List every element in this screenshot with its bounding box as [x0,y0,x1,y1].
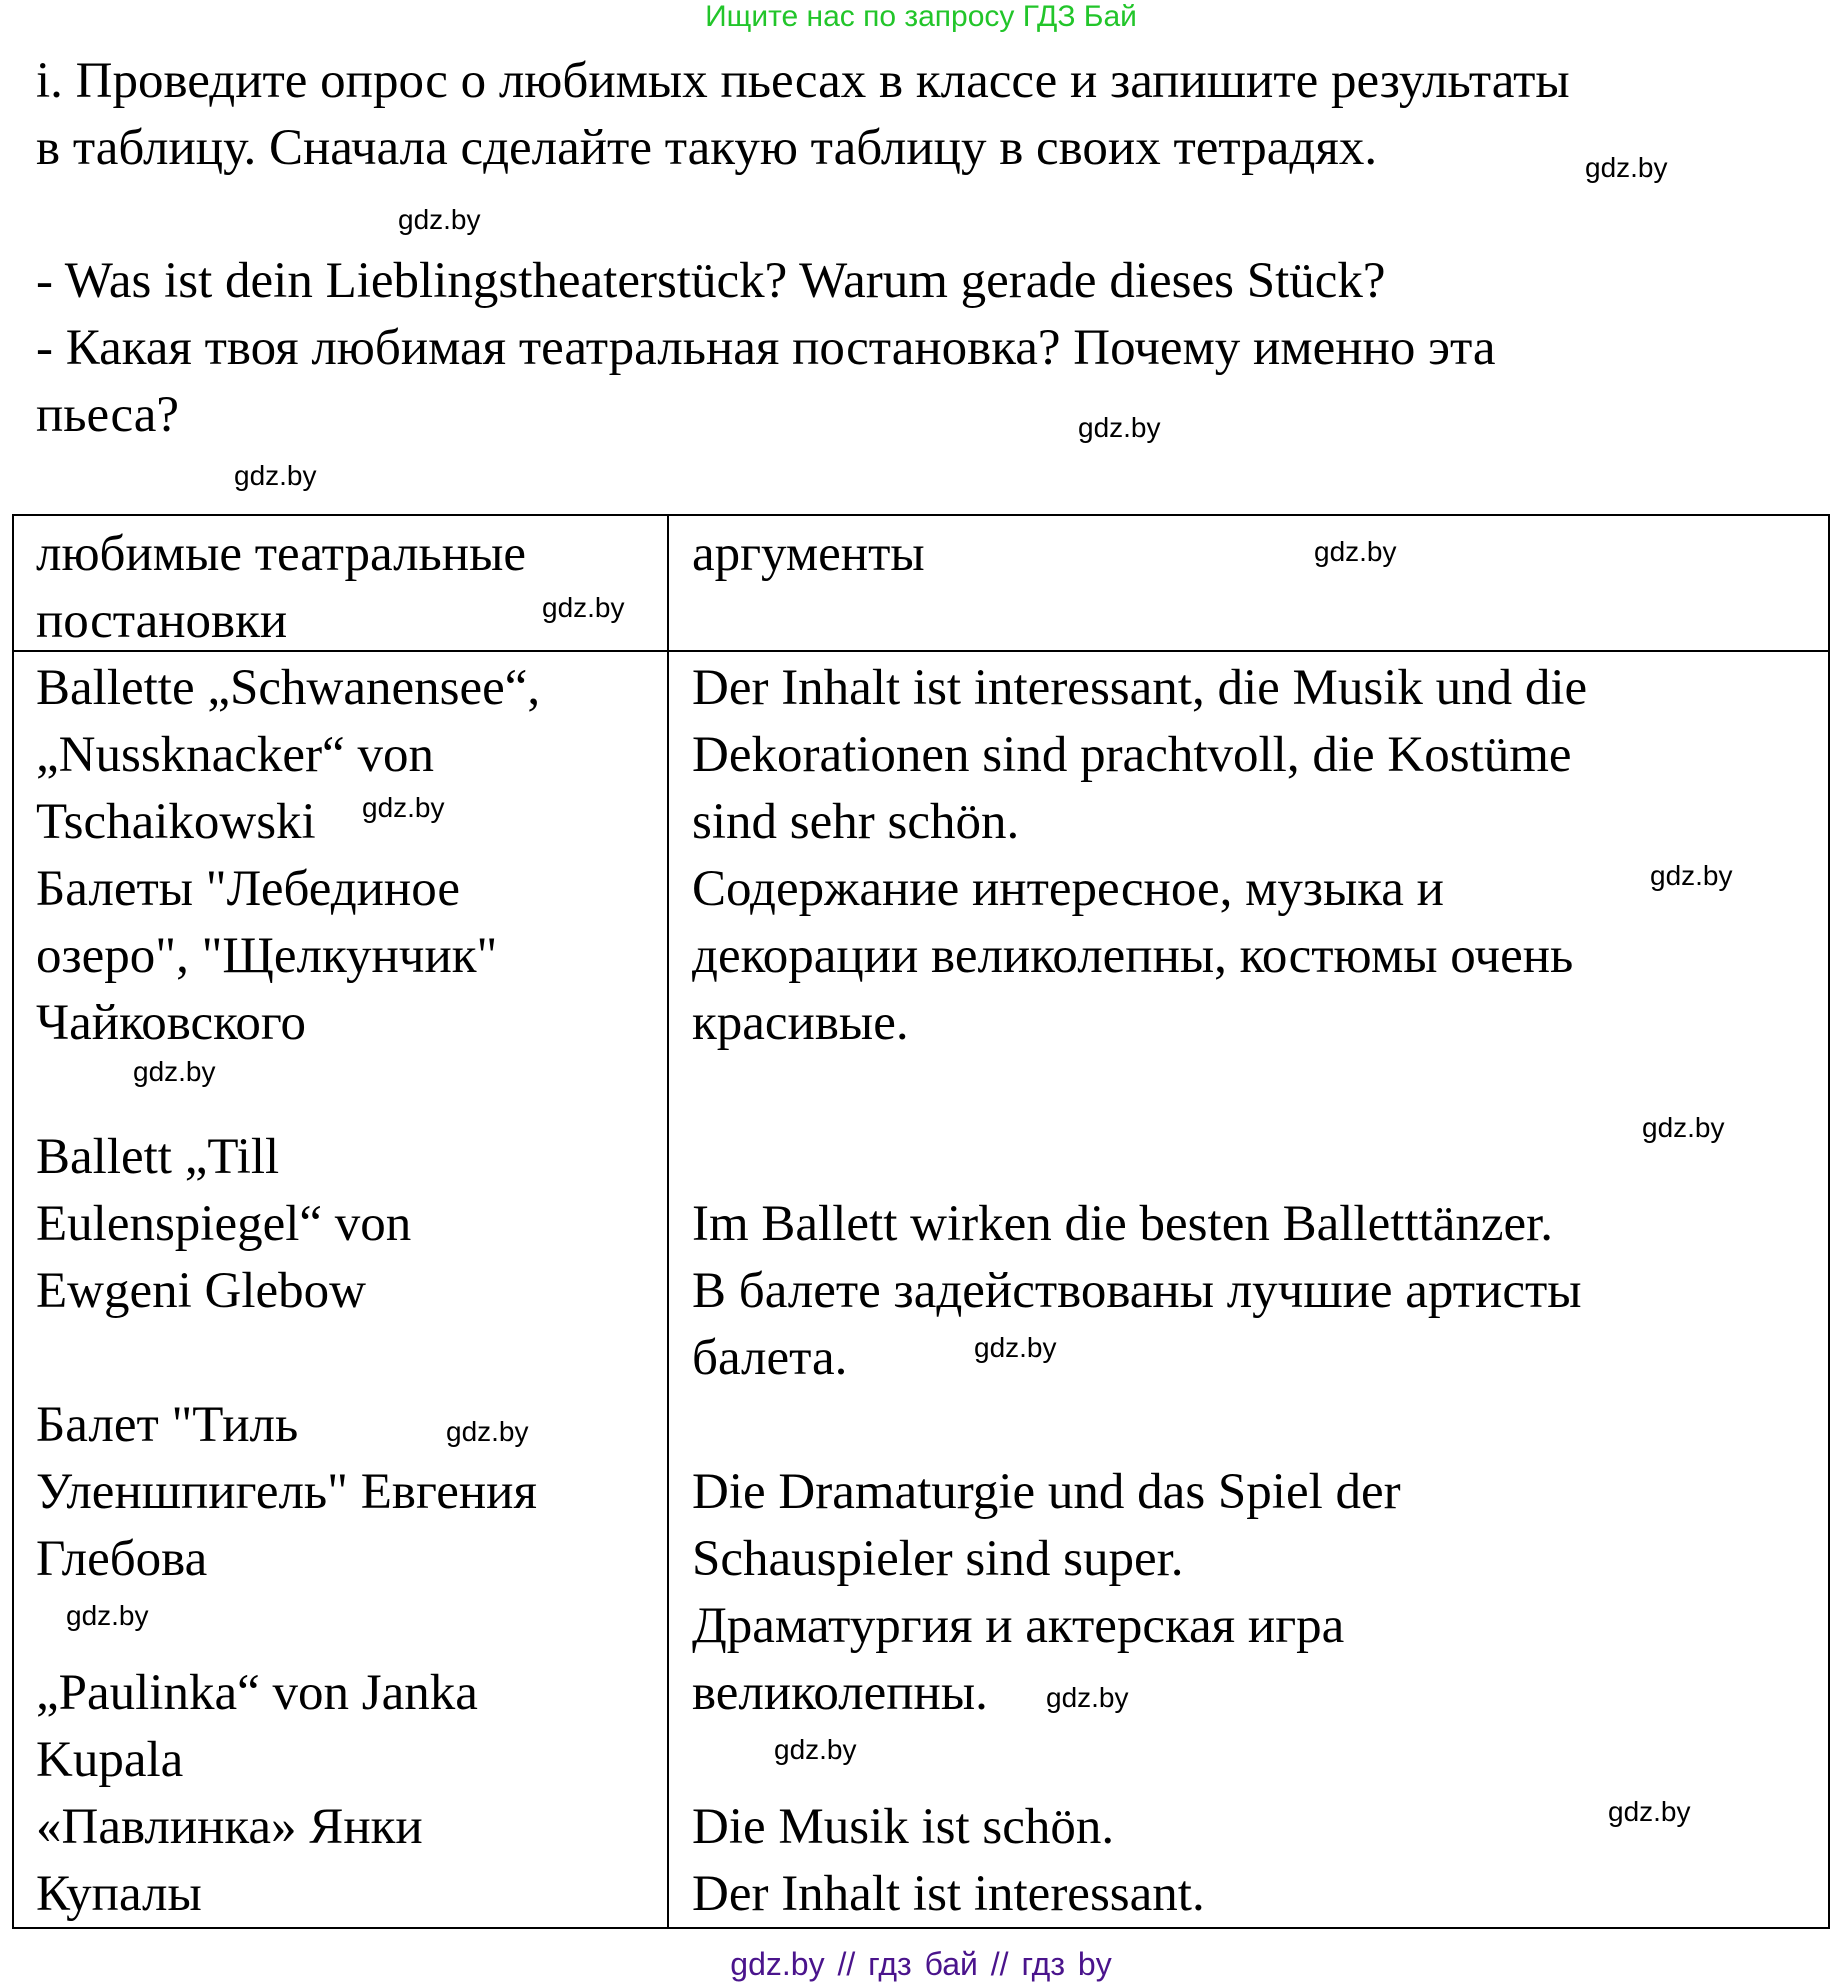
argument-line: sind sehr schön. [692,794,1020,850]
play-line: Ewgeni Glebow [36,1263,367,1319]
watermark: gdz.by [1650,860,1733,891]
play-line: Ballette „Schwanensee“, [36,660,541,716]
play-line: Eulenspiegel“ von [36,1196,412,1252]
play-line: „Paulinka“ von Janka [36,1665,478,1721]
watermark: gdz.by [1642,1112,1725,1143]
argument-line: Der Inhalt ist interessant. [692,1866,1205,1922]
play-line: Уленшпигель" Евгения [36,1464,537,1520]
argument-line: Драматургия и актерская игра [692,1598,1345,1654]
task-line-1: i. Проведите опрос о любимых пьесах в классе и запишите результаты [36,53,1570,109]
watermark: gdz.by [1314,536,1397,567]
top-banner: Ищите нас по запросу ГДЗ Бай [705,0,1137,33]
argument-line: Die Musik ist schön. [692,1799,1115,1855]
play-line: Kupala [36,1732,184,1788]
watermark: gdz.by [362,792,445,823]
watermark: gdz.by [1046,1682,1129,1713]
argument-line: красивые. [692,995,909,1051]
watermark: gdz.by [398,204,481,235]
header-col1-line-2: постановки [36,593,288,649]
watermark: gdz.by [1078,412,1161,443]
watermark: gdz.by [1608,1796,1691,1827]
play-line: «Павлинка» Янки [36,1799,423,1855]
play-line: Купалы [36,1866,202,1922]
play-line: Чайковского [36,995,307,1051]
question-de: - Was ist dein Lieblingstheaterstück? Warum gerade dieses Stück? [36,253,1386,309]
question-ru-line-2: пьеса? [36,387,179,443]
header-col2: аргументы [692,526,925,582]
argument-line: Im Ballett wirken die besten Balletttänzer. [692,1196,1554,1252]
argument-line: Die Dramaturgie und das Spiel der [692,1464,1401,1520]
play-line: Tschaikowski [36,794,316,850]
argument-line: балета. [692,1330,848,1386]
play-line: Глебова [36,1531,208,1587]
play-line: „Nussknacker“ von [36,727,434,783]
play-line: Балет "Тиль [36,1397,299,1453]
footer-banner: gdz.by // гдз бай // гдз by [730,1946,1112,1982]
argument-line: декорации великолепны, костюмы очень [692,928,1574,984]
task-line-2: в таблицу. Сначала сделайте такую таблицу в своих тетрадях. [36,120,1378,176]
argument-line: Dekorationen sind prachtvoll, die Kostüme [692,727,1572,783]
watermark: gdz.by [1585,152,1668,183]
watermark: gdz.by [234,460,317,491]
watermark: gdz.by [974,1332,1057,1363]
play-line: Ballett „Till [36,1129,280,1185]
argument-line: В балете задействованы лучшие артисты [692,1263,1582,1319]
question-ru-line-1: - Какая твоя любимая театральная постановка? Почему именно эта [36,320,1496,376]
watermark: gdz.by [542,592,625,623]
watermark: gdz.by [774,1734,857,1765]
header-col1-line-1: любимые театральные [36,526,526,582]
argument-line: Der Inhalt ist interessant, die Musik und die [692,660,1588,716]
watermark: gdz.by [66,1600,149,1631]
argument-line: Schauspieler sind super. [692,1531,1184,1587]
play-line: Балеты "Лебединое [36,861,460,917]
argument-line: Содержание интересное, музыка и [692,861,1444,917]
watermark: gdz.by [133,1056,216,1087]
table-column-divider [667,514,669,1929]
play-line: озеро", "Щелкунчик" [36,928,498,984]
argument-line: великолепны. [692,1665,988,1721]
watermark: gdz.by [446,1416,529,1447]
